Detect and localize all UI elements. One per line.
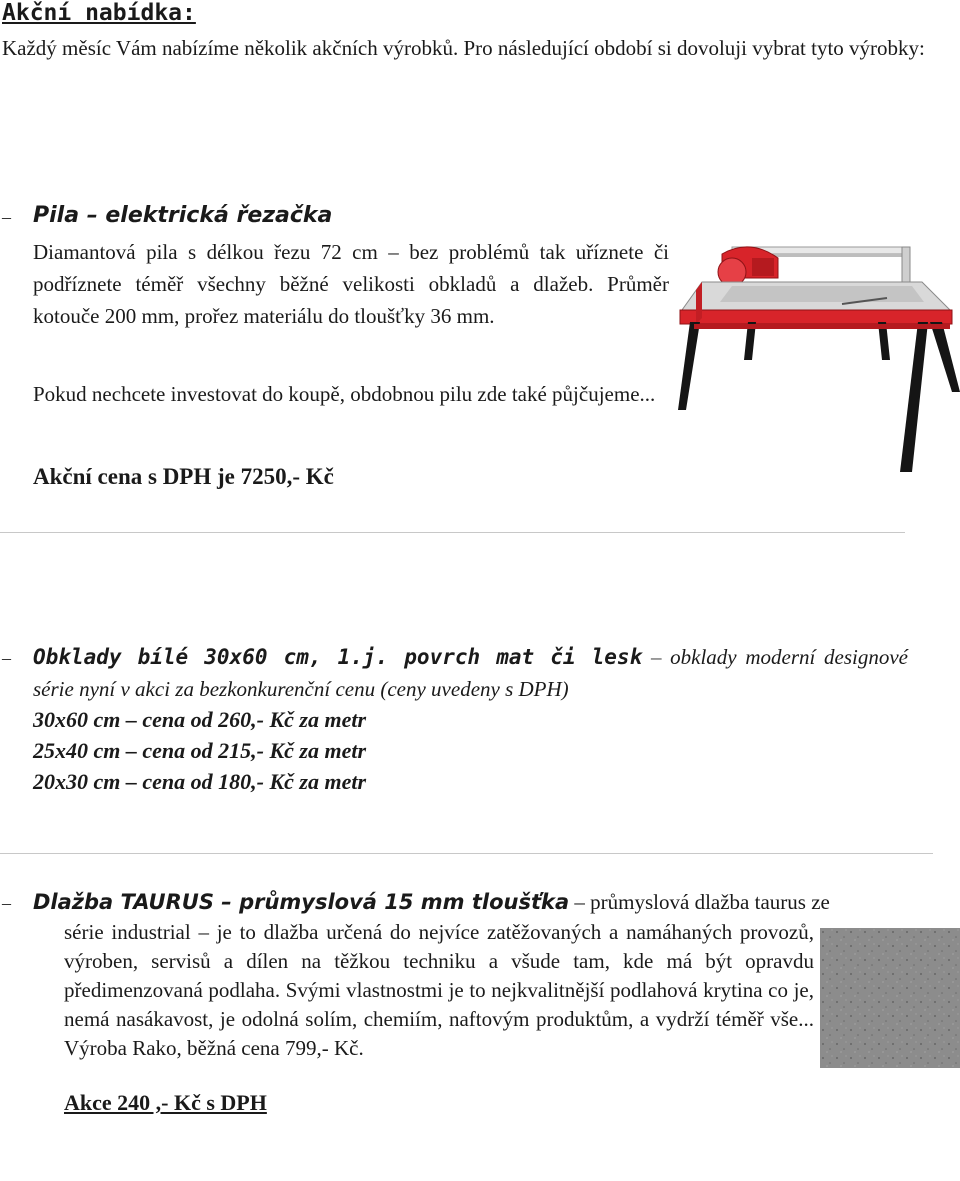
item-tiles-block (33, 641, 908, 705)
item-tiles-lead-dash: – (650, 645, 662, 669)
bullet-dash: – (2, 648, 11, 668)
divider (0, 853, 933, 854)
item-tiles-lead: obklady moderní designové série nyní v akci za bezkonkurenční cenu (ceny uvedeny s DPH) (33, 645, 909, 701)
bullet-dash: – (2, 207, 11, 227)
item-taurus-lead: – průmyslová dlažba taurus ze (574, 890, 830, 914)
divider (0, 532, 905, 533)
tile-saw-image (672, 232, 960, 472)
bullet-dash: – (2, 893, 11, 913)
price-line: 30x60 cm – cena od 260,- Kč za metr (33, 707, 367, 732)
page-title: Akční nabídka: (2, 0, 196, 26)
price-line: 25x40 cm – cena od 215,- Kč za metr (33, 738, 367, 763)
item-saw-rental: Pokud nechcete investovat do koupě, obdobnou pilu zde také půjčujeme... (33, 382, 656, 406)
price-line: 20x30 cm – cena od 180,- Kč za metr (33, 769, 367, 794)
item-saw-price: Akční cena s DPH je 7250,- Kč (33, 464, 334, 489)
item-tiles-title: Obklady bílé 30x60 cm, 1.j. povrch mat či lesk (33, 645, 643, 669)
item-taurus-title: Dlažba TAURUS – průmyslová 15 mm tloušťka (33, 890, 570, 914)
item-taurus-description: série industrial – je to dlažba určená do nejvíce zatěžovaných a namáhaných provozů, výroben, servisů a dílen na těžkou techniku a všude tam, kde má být opravdu předimenzovaná podlaha. Svými vlastnostmi je to nejkvalitnější podlahová krytina co je, nemá nasákavost, je odolná solím, chemiím, naftovým produktům, a vydrží téměř vše... Výroba Rako, běžná cena 799,- Kč. (64, 920, 814, 1060)
item-saw-title: Pila – elektrická řezačka (33, 203, 333, 228)
taurus-tile-image (820, 928, 960, 1068)
item-saw-description: Diamantová pila s délkou řezu 72 cm – bez problémů tak uříznete či podříznete téměř všechny běžné velikosti obkladů a dlažeb. Průměr kotouče 200 mm, prořez materiálu do tloušťky 36 mm. (33, 240, 669, 328)
item-taurus-heading (33, 886, 908, 918)
item-taurus-price: Akce 240 ,- Kč s DPH (64, 1090, 267, 1115)
item-tiles-price-list (33, 704, 366, 797)
intro-text: Každý měsíc Vám nabízíme několik akčních výrobků. Pro následující období si dovoluji vybrat tyto výrobky: (2, 36, 925, 60)
